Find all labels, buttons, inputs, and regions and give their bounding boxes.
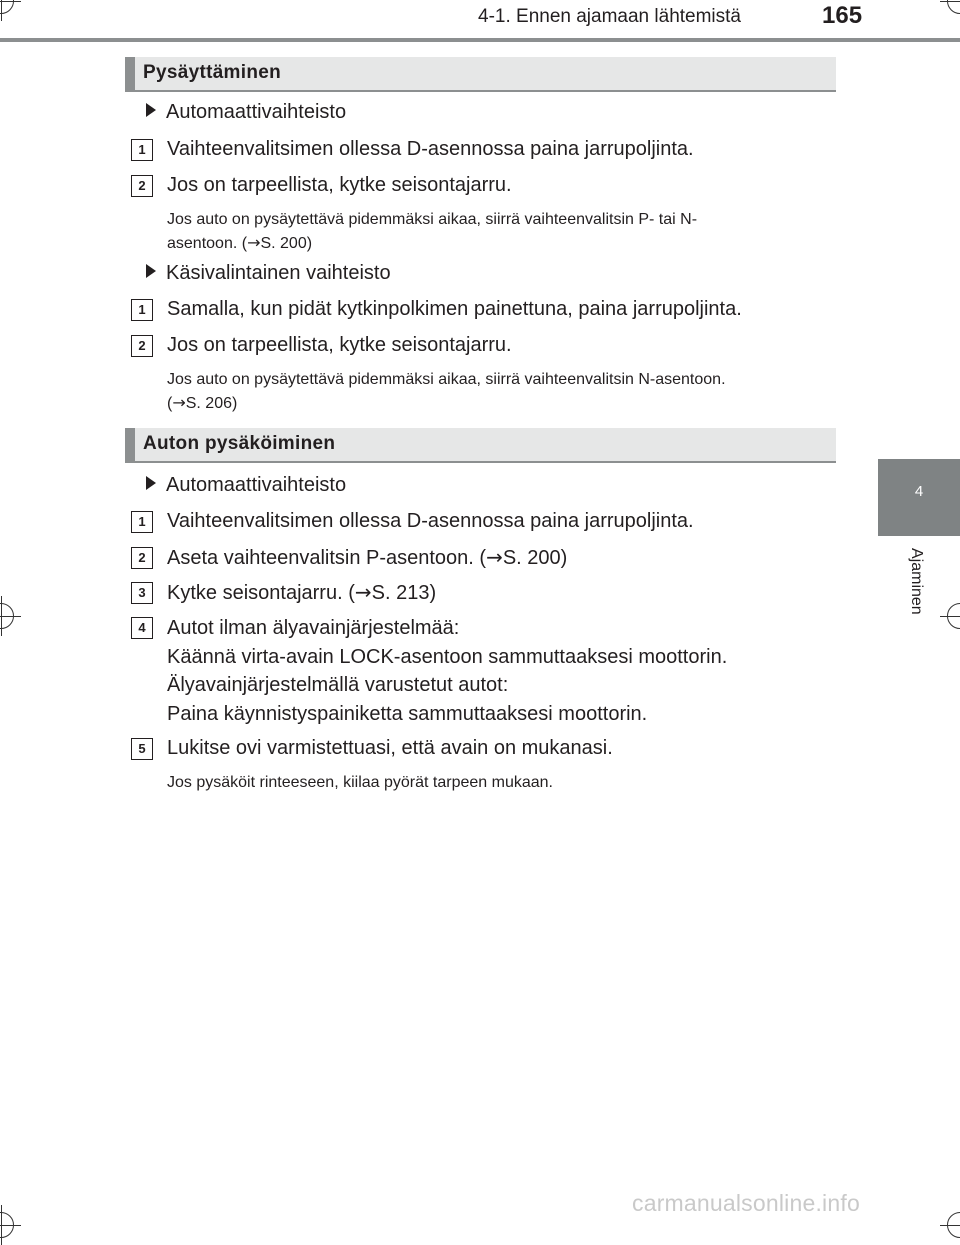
arrow-icon: → <box>247 233 261 252</box>
crop-mark-top-left <box>0 0 14 14</box>
page-number: 165 <box>822 2 863 29</box>
step-number-badge: 1 <box>131 139 153 161</box>
step-number-badge: 3 <box>131 582 153 604</box>
arrow-icon: → <box>486 545 503 569</box>
crop-mark-mid-left <box>0 603 14 629</box>
section-title: Pysäyttäminen <box>143 62 282 83</box>
step-text: Samalla, kun pidät kytkinpolkimen painettuna, paina jarrupoljinta. <box>167 298 742 320</box>
chapter-title: 4-1. Ennen ajamaan lähtemistä <box>478 6 741 27</box>
note-paragraph: Jos auto on pysäytettävä pidemmäksi aikaa, siirrä vaihteenvalitsin N-asentoon. (→S. 206) <box>167 371 726 412</box>
watermark: carmanualsonline.info <box>632 1190 860 1216</box>
step-number-badge: 1 <box>131 299 153 321</box>
header-rule <box>0 38 960 42</box>
arrow-icon: → <box>354 580 372 604</box>
step-text: Vaihteenvalitsimen ollessa D-asennossa paina jarrupoljinta. <box>167 138 694 160</box>
step-text: Jos on tarpeellista, kytke seisontajarru. <box>167 334 512 356</box>
section-heading-parking <box>125 428 836 463</box>
chapter-tab-number: 4 <box>914 483 924 500</box>
step-number-badge: 4 <box>131 617 153 639</box>
subheading-automatic: Automaattivaihteisto <box>146 101 346 124</box>
step-text: Aseta vaihteenvalitsin P-asentoon. (→S. 200) <box>167 545 568 569</box>
chapter-tab <box>878 459 960 536</box>
step-text: Vaihteenvalitsimen ollessa D-asennossa paina jarrupoljinta. <box>167 510 694 532</box>
step-text: Kytke seisontajarru. (→S. 213) <box>167 580 437 604</box>
step-number-badge: 1 <box>131 511 153 533</box>
arrow-icon: → <box>172 393 186 412</box>
note-paragraph: Jos pysäköit rinteeseen, kiilaa pyörät tarpeen mukaan. <box>167 774 553 791</box>
step-text: Lukitse ovi varmistettuasi, että avain on mukanasi. <box>167 737 613 759</box>
note-paragraph: Jos auto on pysäytettävä pidemmäksi aikaa, siirrä vaihteenvalitsin P- tai N- asentoon. (→S. 200) <box>167 211 698 252</box>
chapter-tab-label: Ajaminen <box>908 548 925 615</box>
triangle-bullet-icon <box>146 103 156 117</box>
subheading-automatic: Automaattivaihteisto <box>146 474 346 497</box>
crop-mark-bottom-left <box>0 1212 14 1238</box>
triangle-bullet-icon <box>146 264 156 278</box>
triangle-bullet-icon <box>146 476 156 490</box>
section-title: Auton pysäköiminen <box>143 433 336 454</box>
step-number-badge: 5 <box>131 738 153 760</box>
section-heading-stopping <box>125 57 836 92</box>
crop-mark-mid-right <box>947 603 960 629</box>
crop-mark-top-right <box>947 0 960 14</box>
step-number-badge: 2 <box>131 547 153 569</box>
crop-mark-bottom-right <box>947 1212 960 1238</box>
step-text: Jos on tarpeellista, kytke seisontajarru. <box>167 174 512 196</box>
subheading-manual: Käsivalintainen vaihteisto <box>146 262 391 285</box>
step-text: Autot ilman älyavainjärjestelmää: Käännä virta-avain LOCK-asentoon sammuttaaksesi moottorin. Älyavainjärjestelmällä varustetut autot: Paina käynnistyspainiketta sammuttaaksesi moottorin. <box>167 617 728 725</box>
step-number-badge: 2 <box>131 175 153 197</box>
step-number-badge: 2 <box>131 335 153 357</box>
